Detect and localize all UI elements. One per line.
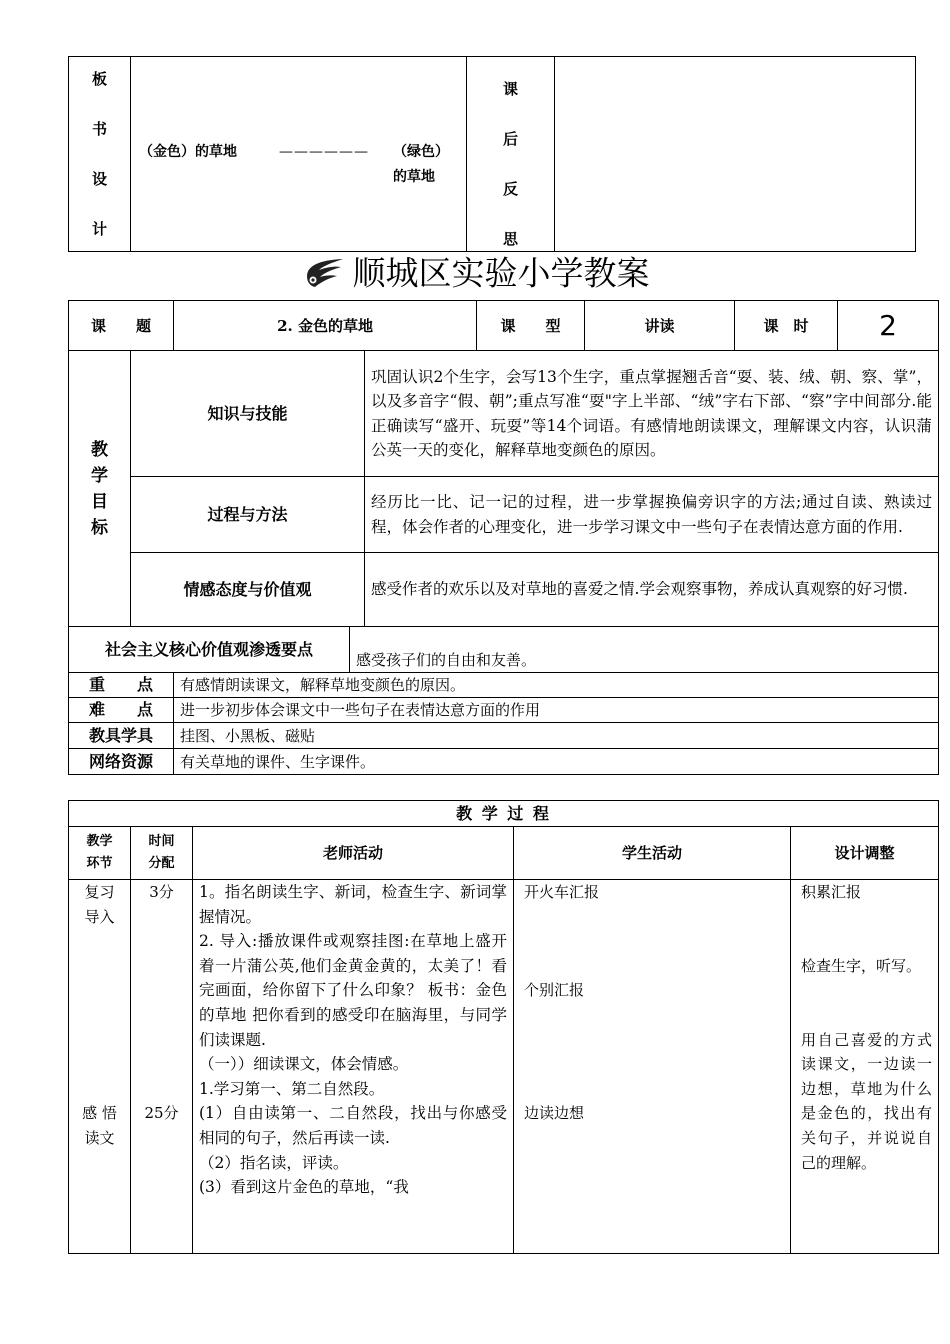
board-design-label [69,57,131,252]
col-time-header [131,827,193,880]
process-method-label: 过程与方法 [131,477,365,553]
teacher-line: 1.学习第一、第二自然段。 [199,1079,385,1098]
school-plan-title: 顺城区实验小学教案 [352,253,650,293]
student-line: 个别汇报 [524,981,585,1000]
difficulty-label: 难 点 [69,698,174,723]
teaching-process-table [68,800,939,1254]
page-title [0,248,950,296]
tools-text: 挂图、小黑板、磁贴 [174,723,939,749]
board-right-text-1: （绿色） [393,144,449,160]
stage-review-line: 复习 [84,883,115,901]
emotion-label: 情感态度与价值观 [131,553,365,627]
col-time-line: 分配 [148,856,175,871]
key-point-label: 重 点 [69,673,174,698]
teacher-line: 1。指名朗读生字、新词，检查生字、新词掌握情况。 [199,883,507,926]
board-right-text-2: 的草地 [393,169,435,185]
design-line: 积累汇报 [801,883,862,901]
stage-review-line: 导入 [84,907,115,926]
key-point-text: 有感情朗读课文，解释草地变颜色的原因。 [174,673,939,698]
goal-label-char: 教 [91,439,108,460]
topic-value: 2. 金色的草地 [174,301,477,351]
teacher-line: (1）自由读第一、二自然段，找出与你感受相同的句子，然后再读一读. [199,1104,507,1147]
knowledge-text: 巩固认识2个生字，会写13个生字，重点掌握翘舌音“耍、装、绒、朝、察、掌”，以及多音字“假、朝”;重点写准“耍"字上半部、“绒”字右下部、“察”字中间部分.能正确读写“盛开、玩耍”等14个词语。有感情地朗读课文，理解课文内容，认识蒲公英一天的变化，解释草地变颜色的原因。 [365,351,939,477]
difficulty-text: 进一步初步体会课文中一些句子在表情达意方面的作用 [174,698,939,723]
goal-label-char: 目 [91,491,108,512]
process-title: 教 学 过 程 [69,801,939,827]
reflection-label [467,57,555,252]
teaching-goals-label [69,351,131,627]
knowledge-label: 知识与技能 [131,351,365,477]
process-method-text: 经历比一比、记一记的过程，进一步掌握换偏旁识字的方法;通过自读、熟读过程，体会作者的心理变化，进一步学习课文中一些句子在表情达意方面的作用. [365,477,939,553]
col-design-header: 设计调整 [791,827,939,880]
teacher-line: （2）指名读，评读。 [199,1153,349,1172]
col-stage-line: 教学 [86,834,113,849]
reflect-label-char: 后 [502,130,518,148]
goal-label-char: 标 [91,517,108,538]
col-stage-line: 环节 [86,856,113,871]
student-line: 开火车汇报 [524,883,600,901]
lesson-info-table [68,300,939,775]
board-label-char: 书 [91,120,107,138]
board-label-char: 计 [91,220,107,238]
emotion-text: 感受作者的欢乐以及对草地的喜爱之情.学会观察事物，养成认真观察的好习惯. [365,553,939,627]
goal-label-char: 学 [91,465,108,486]
col-student-header: 学生活动 [514,827,791,880]
reflection-content [555,57,916,252]
type-label: 课 型 [477,301,585,351]
teacher-line: (3）看到这片金色的草地，“我 [199,1178,409,1197]
col-time-line: 时间 [148,834,175,849]
board-label-char: 板 [91,70,107,88]
design-line: 检查生字，听写。 [801,956,922,975]
teacher-line: （一））细读课文，体会情感。 [199,1055,409,1074]
resources-text: 有关草地的课件、生字课件。 [174,749,939,775]
student-activity-cell [514,880,791,1254]
reflect-label-char: 思 [502,230,518,248]
core-values-label: 社会主义核心价值观渗透要点 [69,627,350,673]
type-value: 讲读 [585,301,735,351]
teacher-line: 2. 导入:播放课件或观察挂图:在草地上盛开着一片蒲公英,他们金黄金黄的，太美了！看完画面，给你留下了什么印象？ 板书：金色的草地 把你看到的感受印在脑海里，与同学们读课题. [199,932,507,1049]
topic-label: 课 题 [69,301,174,351]
stage-reading-line: 读文 [84,1128,115,1147]
board-content [131,57,467,252]
board-dashes: —————— [279,144,369,160]
time-reading: 25分 [144,1104,179,1123]
col-stage-header [69,827,131,880]
student-line: 边读边想 [524,1104,585,1123]
time-review: 3分 [149,883,174,901]
reflect-label-char: 反 [502,180,518,198]
core-values-text: 感受孩子们的自由和友善。 [350,627,939,673]
bird-wing-logo-icon [301,256,345,292]
board-design-table [68,56,916,252]
board-label-char: 设 [91,170,107,188]
stage-cell [69,880,131,1254]
stage-reading-line: 感 悟 [82,1104,117,1123]
hours-label: 课 时 [735,301,838,351]
design-line: 用自己喜爱的方式读课文，一边读一边想，草地为什么是金色的，找出有关句子，并说说自己的理解。 [801,1030,933,1172]
time-cell [131,880,193,1254]
col-teacher-header: 老师活动 [193,827,514,880]
design-adjust-cell [791,880,939,1254]
board-left-text: （金色）的草地 [139,144,237,160]
teacher-activity-cell [193,880,514,1254]
reflect-label-char: 课 [502,80,518,98]
tools-label: 教具学具 [69,723,174,749]
hours-value: 2 [838,301,939,351]
resources-label: 网络资源 [69,749,174,775]
